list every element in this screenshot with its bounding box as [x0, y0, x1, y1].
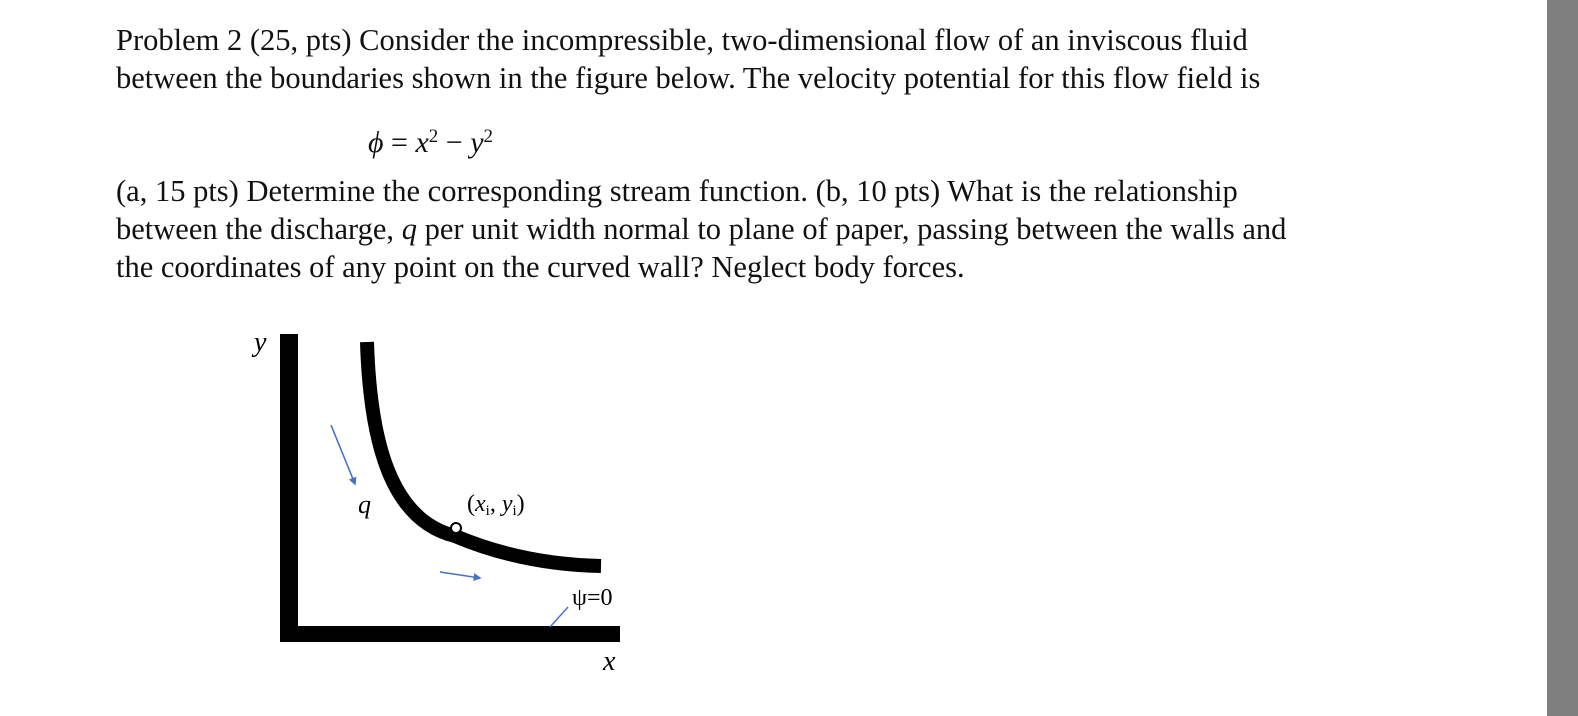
stream-function-label: ψ=0 [572, 585, 613, 611]
flow-arrow-down-icon [331, 425, 355, 484]
stream-label-leader-line [550, 607, 568, 627]
vertical-wall [280, 334, 298, 642]
curved-wall [367, 342, 601, 566]
horizontal-wall [280, 626, 620, 642]
flow-diagram [230, 320, 650, 690]
problem-questions [116, 172, 1396, 286]
eq-y: y [470, 126, 484, 159]
point-x: x [475, 491, 486, 517]
minus-sign: − [438, 126, 471, 159]
point-marker [451, 523, 461, 533]
point-x-sub: i [485, 503, 490, 519]
point-y-sub: i [512, 503, 517, 519]
eq-x-exponent: 2 [428, 126, 439, 147]
point-paren-close: ) [516, 491, 525, 517]
eq-y-exponent: 2 [483, 126, 494, 147]
question-line-2 [116, 210, 1396, 248]
eq-x: x [415, 126, 429, 159]
point-paren-open: ( [467, 491, 475, 517]
question-line-2-start: between the discharge, [116, 212, 402, 246]
point-coordinate-label [467, 491, 525, 519]
velocity-potential-equation [368, 124, 493, 162]
question-line-1: (a, 15 pts) Determine the corresponding stream function. (b, 10 pts) What is the relationship [116, 174, 1238, 208]
problem-statement [116, 21, 1396, 97]
x-axis-label: x [603, 646, 616, 677]
window-scrollbar[interactable] [1547, 0, 1578, 716]
question-line-2-end: per unit width normal to plane of paper, passing between the walls and [416, 212, 1287, 246]
flow-arrow-right-icon [440, 572, 480, 578]
point-sep: , [489, 491, 502, 517]
problem-line-1: Problem 2 (25, pts) Consider the incompressible, two-dimensional flow of an inviscous fluid [116, 23, 1248, 57]
problem-line-2: between the boundaries shown in the figure below. The velocity potential for this flow field is [116, 61, 1261, 95]
question-line-3: the coordinates of any point on the curved wall? Neglect body forces. [116, 250, 965, 284]
y-axis-label: y [254, 327, 267, 358]
point-y: y [501, 491, 513, 517]
equals-sign: = [383, 126, 416, 159]
phi-symbol: ϕ [368, 126, 384, 159]
discharge-symbol: q [401, 212, 417, 246]
flow-label: q [358, 490, 371, 519]
